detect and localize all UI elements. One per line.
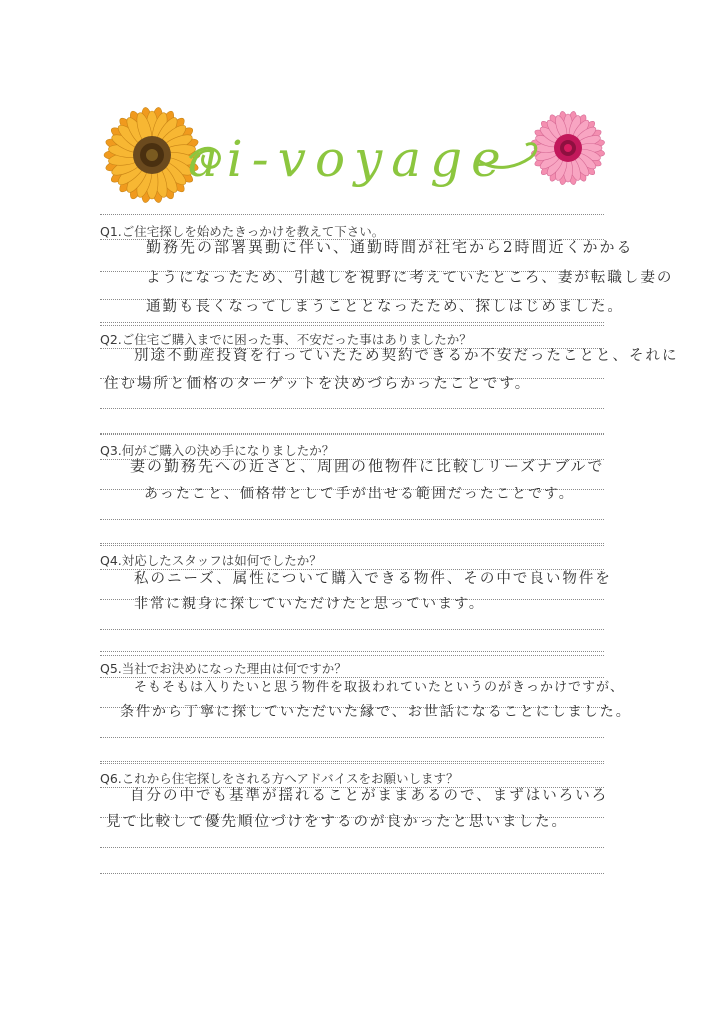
question-text: Q4.対応したスタッフは如何でしたか？ [100, 553, 322, 568]
dotted-rule [100, 737, 604, 738]
answer-line: ようになったため、引越しを視野に考えていたところ、妻が転職し妻の [146, 270, 674, 286]
answer-line: 見て比較して優先順位づけをするのが良かったと思いました。 [106, 814, 568, 830]
brand-logo [0, 0, 720, 210]
question-text: Q6.これから住宅探しをされる方へアドバイスをお願いします？ [100, 771, 459, 786]
answer-line: 条件から丁寧に探していただいた縁で、お世話になることにしました。 [120, 704, 632, 720]
dotted-rule [100, 322, 604, 323]
answer-line: 私のニーズ、属性について購入できる物件、その中で良い物件を [134, 571, 612, 587]
answer-line: 妻の勤務先への近さと、周囲の他物件に比較しリーズナブルで [130, 457, 605, 475]
answer-line: 別途不動産投資を行っていたため契約できるか不安だったことと、それに [134, 348, 679, 364]
dotted-rule [100, 325, 604, 326]
dotted-rule [100, 408, 604, 409]
answer-line: 通勤も長くなってしまうこととなったため、探しはじめました。 [146, 299, 624, 315]
orange-flower-icon [104, 107, 200, 204]
answer-line: あったこと、価格帯として手が出せる範囲だったことです。 [144, 486, 575, 502]
question-text: Q2.ご住宅ご購入までに困った事、不安だった事はありましたか？ [100, 332, 472, 347]
question-text: Q5.当社でお決めになった理由は何ですか？ [100, 661, 347, 676]
dotted-rule [100, 761, 604, 762]
dotted-rule [100, 763, 604, 764]
dotted-rule [100, 433, 604, 434]
answer-line: そもそもは入りたいと思う物件を取扱われていたというのがきっかけですが、 [134, 680, 625, 695]
dotted-rule [100, 655, 604, 656]
dotted-rule [100, 543, 604, 544]
logo-wordmark: ai-voyage [188, 130, 510, 188]
dotted-rule [100, 214, 604, 215]
answer-line: 自分の中でも基準が揺れることがままあるので、まずはいろいろ [130, 788, 609, 804]
dotted-rule [100, 629, 604, 630]
dotted-rule [100, 847, 604, 848]
question-text: Q1.ご住宅探しを始めたきっかけを教えて下さい。 [100, 224, 385, 239]
dotted-rule [100, 519, 604, 520]
dotted-rule [100, 545, 604, 546]
dotted-rule [100, 651, 604, 652]
question-text: Q3.何がご購入の決め手になりましたか？ [100, 443, 335, 458]
answer-line: 非常に親身に探していただけたと思っています。 [134, 596, 485, 612]
answer-line: 勤務先の部署異動に伴い、通勤時間が社宅から2時間近くかかる [146, 238, 634, 256]
dotted-rule [100, 434, 604, 435]
dotted-rule [100, 873, 604, 874]
answer-line: 住む場所と価格のターゲットを決めづらかったことです。 [104, 376, 532, 392]
pink-flower-icon [531, 111, 605, 185]
